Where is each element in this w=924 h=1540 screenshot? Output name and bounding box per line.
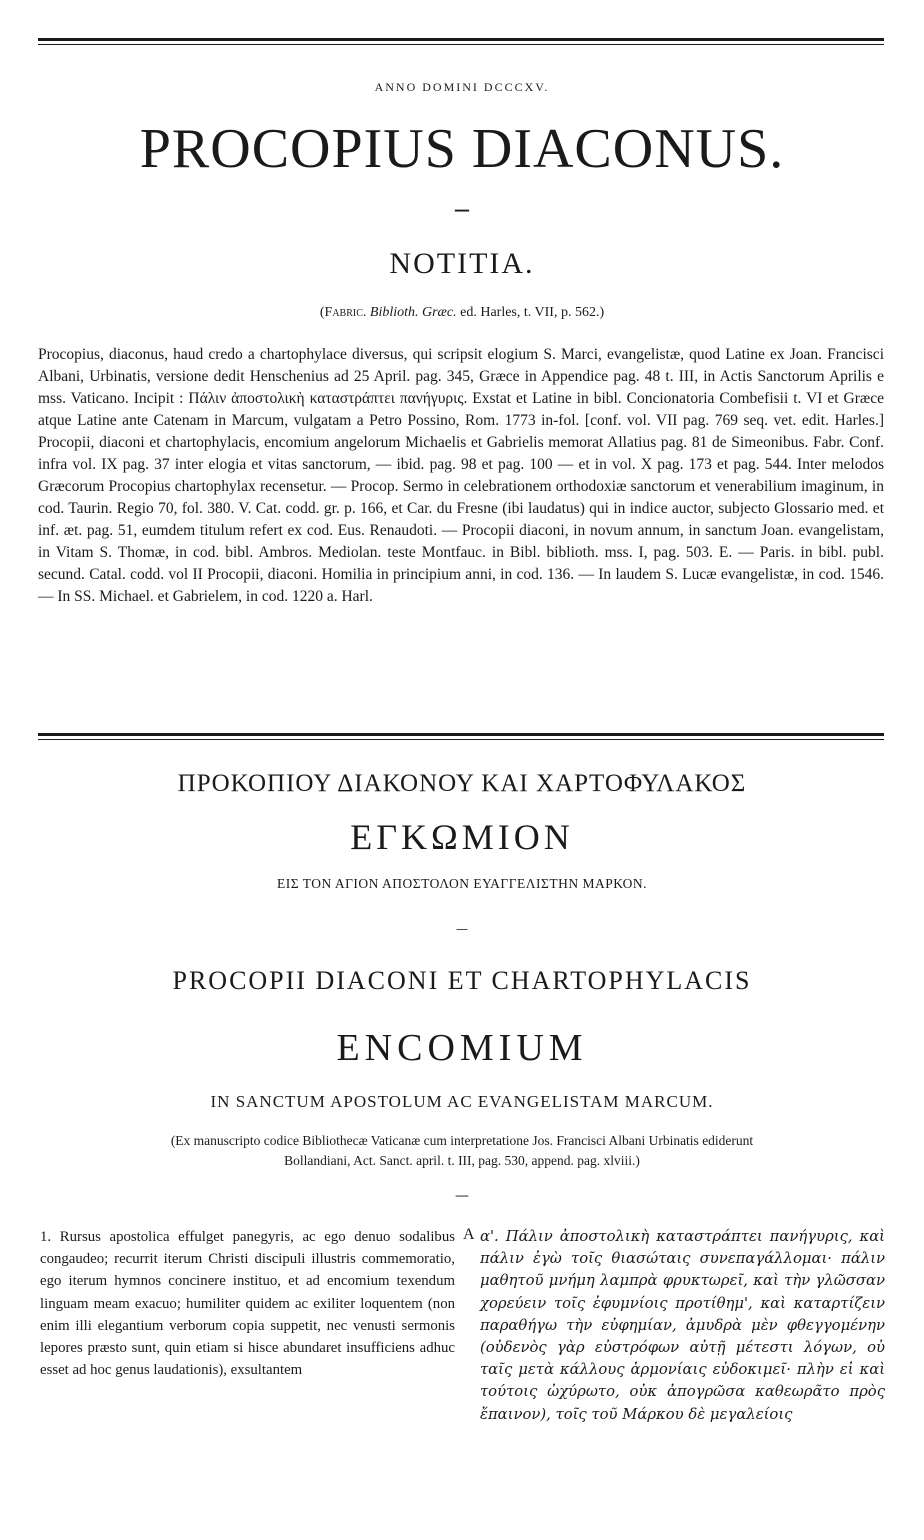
- separator-dash-2: —: [456, 922, 468, 936]
- greek-title-line1: ΠΡΟΚΟΠΙΟΥ ΔΙΑΚΟΝΟΥ ΚΑΙ ΧΑΡΤΟΦΥΛΑΚΟΣ: [177, 770, 747, 797]
- citation-rest: ed. Harles, t. VII, p. 562.): [460, 305, 605, 320]
- top-rule-thin: [38, 44, 884, 45]
- latin-column: [40, 1226, 455, 1381]
- notitia-paragraph: [38, 344, 884, 608]
- citation-fabric: Fabric.: [324, 305, 367, 320]
- notitia-text: Procopius, diaconus, haud credo a chartophylace diversus, qui scripsit elogium S. Marci, evangelistæ, quod Latine ex Joan. Francisci Albani, Urbinatis, versione dedit Henschenius ad 25 April. pag. 345, Græce in Appendice pag. 48 t. III, in Actis Sanctorum Aprilis e mss. Vaticano. Incipit : Πάλιν ἀποστολικὴ καταστράπτει πανήγυρις. Exstat et Latine in bibl. Concionatoria Combefisii t. VI et Græce atque Latine ante Catenam in Marcum, vulgatam a Petro Possino, Rom. 1773 in-fol. [conf. vol. VII pag. 769 seq. vet. edit. Harles.] Procopii, diaconi et chartophylacis, encomium angelorum Michaelis et Gabrielis memorat Allatius pag. 81 de Simeonibus. Fabr. Conf. infra vol. IX pag. 37 inter elogia et vitas sanctorum, — ibid. pag. 98 et pag. 100 — et in vol. X pag. 173 et pag. 544. Inter melodos Græcorum Procopius chartophylax recensetur. — Procop. Sermo in celebrationem orthodoxiæ sanctorum et venerabilium imaginum, in cod. Taurin. Regio 70, fol. 380. V. Cat. codd. gr. p. 166, et Car. du Fresne (ibi laudatus) qui in indice auctor, subjecto Glossario med. et inf. æt. pag. 51, eumdem titulum refert ex cod. Eus. Renaudoti. — Procopii diaconi, in novum annum, in sanctum Joan. evangelistam, in Vitam S. Thomæ, in cod. bibl. Ambros. Mediolan. teste Montfauc. in Bibl. biblioth. mss. I, pag. 503. E. — Paris. in bibl. publ. secund. Catal. codd. vol II Procopii, diaconi. Homilia in principium anni, in cod. 136. — In laudem S. Lucæ evangelistæ, in cod. 1546. — In SS. Michael. et Gabrielem, in cod. 1220 a. Harl.: [38, 346, 884, 605]
- separator-dash-3: —: [455, 1188, 469, 1204]
- page-title: PROCOPIUS DIACONUS.: [139, 118, 785, 180]
- anno-line: ANNO DOMINI DCCCXV.: [374, 80, 550, 94]
- citation: [0, 305, 924, 321]
- citation-open: (: [319, 305, 325, 320]
- latin-title-line2: ENCOMIUM: [336, 1027, 588, 1069]
- greek-title-line2: ΕΓΚΩΜΙΟΝ: [350, 817, 574, 857]
- column-marker: A: [463, 1226, 475, 1243]
- greek-column-text: α'. Πάλιν ἀποστολικὴ καταστράπτει πανήγυρις, καὶ πάλιν ἐγὼ τοῖς θιασώταις συνεπαγάλλομαι· πάλιν μαθητοῦ μνήμη λαμπρὰ φρυκτωρεῖ, καὶ τὴν γλῶσσαν χορεύειν τοῖς ἐφυμνίοις προτίθημ', καὶ καταρτίζειν παραθήγω τὴν εὐφημίαν, ἀμυδρὰ μὲν φθεγγομένην (οὐδενὸς γὰρ εὐστρόφων αὐτῇ μέτεστι λόγων, οὐ ταῖς μετὰ κάλλους ἁρμονίαις εὐδοκιμεῖ· πλὴν εἰ καὶ τούτοις ὠχύρωτο, οὐκ ἀπογρῶσα καθεωρᾶτο πρὸς ἔπαινον), τοῖς τοῦ Μάρκου δὲ μεγαλείοις: [480, 1228, 885, 1423]
- latin-title-line3: IN SANCTUM APOSTOLUM AC EVANGELISTAM MARCUM.: [210, 1092, 714, 1111]
- greek-column: [480, 1226, 885, 1426]
- middle-rule-thin: [38, 739, 884, 740]
- citation-work: Biblioth. Græc.: [369, 305, 457, 320]
- latin-column-text: 1. Rursus apostolica effulget panegyris, ac ego denuo sodalibus congaudeo; recurrit iterum Christi discipuli illustris commemoratio, ego iterum hymnos concinere instituo, et ad encomium texendum linguam meam exacuo; humiliter quidem ac exiliter loquentem (non enim illi elegantium verborum copia suppetit, nec venusti sermonis lepores præsto sunt, quin etiam si hisce abundaret insufficiens adhuc esset ad hoc genus laudationis), exsultantem: [40, 1229, 455, 1379]
- latin-title-line1: PROCOPII DIACONI ET CHARTOPHYLACIS: [172, 966, 752, 995]
- source-note-line1: (Ex manuscripto codice Bibliothecæ Vaticanæ cum interpretatione Jos. Francisci Albani Urbinatis ediderunt: [170, 1133, 754, 1148]
- notitia-heading: NOTITIA.: [389, 247, 535, 280]
- source-note-line2: Bollandiani, Act. Sanct. april. t. III, pag. 530, append. pag. xlviii.): [284, 1153, 640, 1168]
- middle-rule-thick: [38, 733, 884, 736]
- greek-title-line3: ΕΙΣ ΤΟΝ ΑΓΙΟΝ ΑΠΟΣΤΟΛΟΝ ΕΥΑΓΓΕΛΙΣΤΗΝ ΜΑΡΚΟΝ.: [277, 876, 647, 891]
- top-rule-thick: [38, 38, 884, 41]
- separator-dash-1: —: [454, 200, 470, 219]
